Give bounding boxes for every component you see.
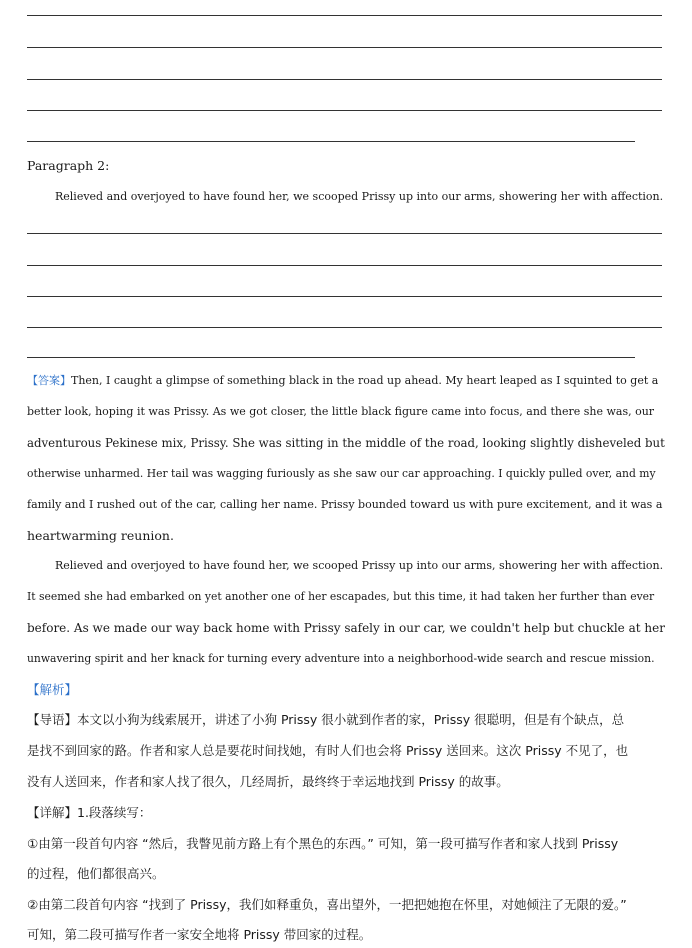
answer-line: It seemed she had embarked on yet another one of her escapades, but this time, it had taken her further than ever [27, 590, 655, 603]
writing-line [27, 110, 662, 111]
analysis-line: 是找不到回家的路。作者和家人总是要花时间找她，有时人们也会将 Prissy 送回来。这次 Prissy 不见了，也 [27, 743, 629, 758]
answer-line: better look, hoping it was Prissy. As we got closer, the little black figure came into focus, and there she was, our [27, 405, 655, 418]
writing-line [27, 15, 662, 16]
answer-line: otherwise unharmed. Her tail was wagging furiously as she saw our car approaching. I quickly pulled over, and my [27, 467, 656, 480]
answer-tag: 【答案】 [27, 374, 71, 387]
writing-line [27, 233, 662, 234]
paragraph2-prompt: Relieved and overjoyed to have found her, we scooped Prissy up into our arms, showering her with affection. [55, 190, 664, 203]
analysis-line: 可知，第二段可描写作者一家安全地将 Prissy 带回家的过程。 [27, 927, 372, 942]
writing-line [27, 265, 662, 266]
analysis-line: 【导语】本文以小狗为线索展开，讲述了小狗 Prissy 很小就到作者的家，Prissy 很聪明，但是有个缺点，总 [27, 712, 625, 727]
writing-line [27, 357, 635, 358]
answer-line [27, 373, 667, 389]
answer-line: heartwarming reunion. [27, 528, 174, 543]
answer-line: unwavering spirit and her knack for turning every adventure into a neighborhood-wide search and rescue mission. [27, 652, 655, 665]
analysis-tag: 【解析】 [27, 682, 78, 697]
paragraph2-heading: Paragraph 2: [27, 158, 110, 173]
writing-line [27, 141, 635, 142]
writing-line [27, 296, 662, 297]
analysis-line: ②由第二段首句内容 “找到了 Prissy，我们如释重负，喜出望外，一把把她抱在怀里，对她倾注了无限的爱。” [27, 897, 627, 912]
writing-line [27, 47, 662, 48]
writing-line [27, 327, 662, 328]
analysis-line: 的过程，他们都很高兴。 [27, 866, 165, 881]
writing-line [27, 79, 662, 80]
answer-line: family and I rushed out of the car, calling her name. Prissy bounded toward us with pure excitement, and it was a [27, 498, 663, 511]
answer-line: Relieved and overjoyed to have found her, we scooped Prissy up into our arms, showering her with affection. [55, 559, 664, 572]
analysis-line: 没有人送回来，作者和家人找了很久，几经周折，最终终于幸运地找到 Prissy 的故事。 [27, 774, 509, 789]
analysis-line: ①由第一段首句内容 “然后，我瞥见前方路上有个黑色的东西。” 可知，第一段可描写作者和家人找到 Prissy [27, 836, 619, 851]
answer-line: before. As we made our way back home with Prissy safely in our car, we couldn't help but chuckle at her [27, 621, 665, 635]
answer-text: Then, I caught a glimpse of something black in the road up ahead. My heart leaped as I squinted to get a [71, 374, 659, 387]
answer-line: adventurous Pekinese mix, Prissy. She was sitting in the middle of the road, looking slightly disheveled but [27, 436, 665, 450]
detail-heading: 【详解】1.段落续写： [27, 805, 152, 820]
